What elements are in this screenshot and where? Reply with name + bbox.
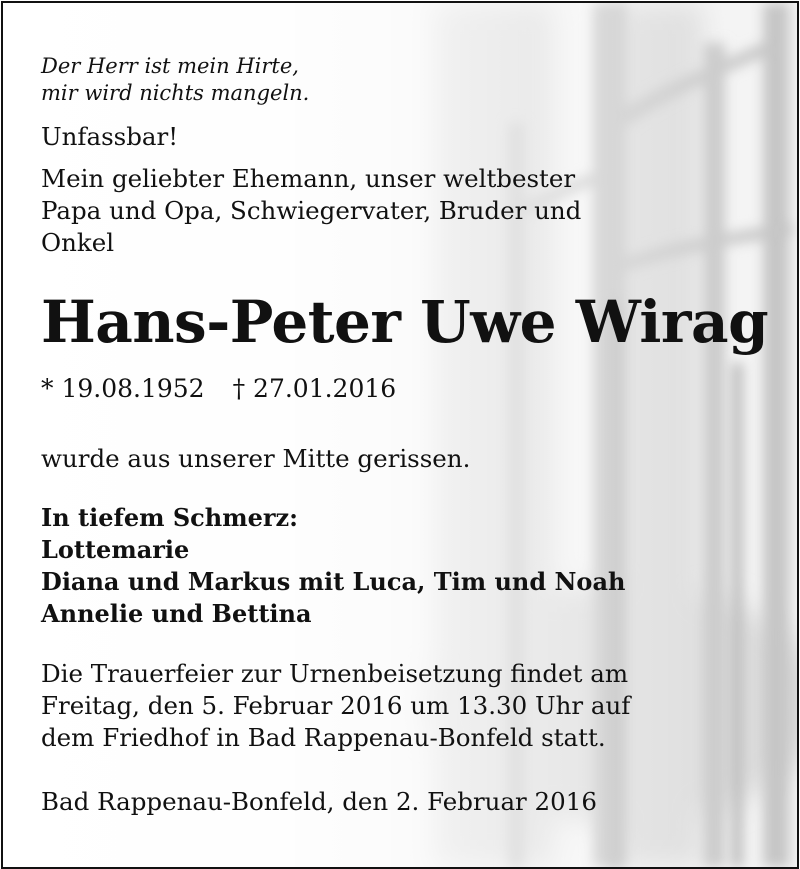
motto-line-1: Der Herr ist mein Hirte, bbox=[41, 54, 299, 78]
ceremony-line-3: dem Friedhof in Bad Rappenau-Bonfeld statt. bbox=[41, 723, 606, 752]
intro-line-3: Onkel bbox=[41, 228, 115, 257]
torn-from-us-text: wurde aus unserer Mitte gerissen. bbox=[41, 444, 471, 473]
notice-content bbox=[41, 3, 777, 867]
place-and-date: Bad Rappenau-Bonfeld, den 2. Februar 2016 bbox=[41, 787, 597, 816]
ceremony-line-2: Freitag, den 5. Februar 2016 um 13.30 Uhr auf bbox=[41, 691, 631, 720]
mourners-heading: In tiefem Schmerz: bbox=[41, 503, 299, 532]
birth-date: * 19.08.1952 bbox=[41, 374, 205, 403]
exclamation: Unfassbar! bbox=[41, 122, 179, 151]
deceased-name: Hans-Peter Uwe Wirag bbox=[41, 288, 769, 356]
intro-line-1: Mein geliebter Ehemann, unser weltbester bbox=[41, 164, 576, 193]
mourner-name: Lottemarie bbox=[41, 535, 190, 564]
ceremony-line-1: Die Trauerfeier zur Urnenbeisetzung findet am bbox=[41, 659, 629, 688]
life-dates bbox=[41, 373, 396, 405]
obituary-notice bbox=[1, 1, 799, 869]
mourner-name: Annelie und Bettina bbox=[41, 599, 312, 628]
death-date: † 27.01.2016 bbox=[232, 374, 397, 403]
motto-line-2: mir wird nichts mangeln. bbox=[41, 81, 310, 105]
intro-line-2: Papa und Opa, Schwiegervater, Bruder und bbox=[41, 196, 582, 225]
mourner-name: Diana und Markus mit Luca, Tim und Noah bbox=[41, 567, 626, 596]
